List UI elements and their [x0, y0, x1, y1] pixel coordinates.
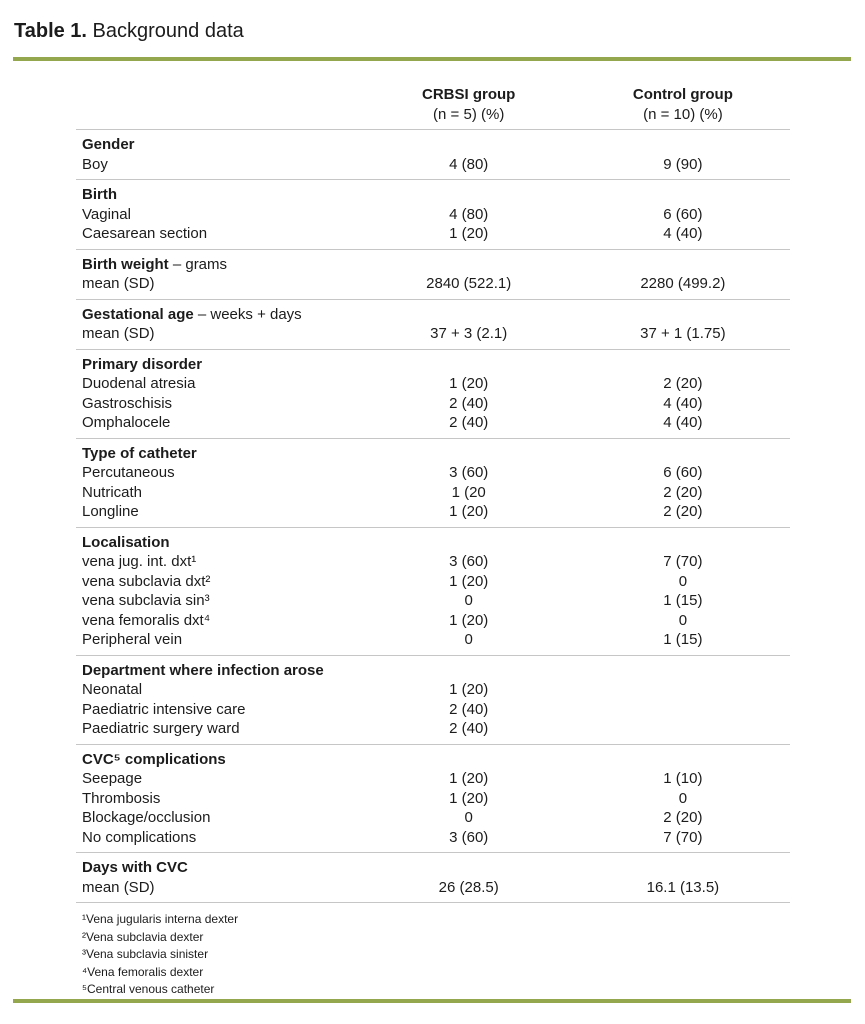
table-row	[76, 552, 790, 572]
row-label: Vaginal	[82, 205, 131, 223]
section-header-label	[76, 527, 362, 552]
crbsi-value-cell: 2 (40)	[449, 700, 489, 718]
crbsi-value-cell: 26 (28.5)	[362, 878, 576, 903]
control-value-cell: 0	[678, 572, 688, 590]
row-label: Longline	[82, 503, 139, 520]
control-value-cell	[576, 680, 790, 700]
table-row	[76, 680, 790, 700]
empty-cell	[576, 438, 790, 463]
crbsi-value-cell: 1 (20)	[449, 375, 489, 392]
crbsi-value-cell: 3 (60)	[449, 553, 489, 570]
crbsi-value-cell: 0	[464, 809, 473, 826]
control-value-cell: 2 (20)	[663, 483, 703, 501]
table-title-text: Background data	[87, 20, 244, 42]
section-header-row	[76, 438, 790, 463]
control-value-cell: 16.1 (13.5)	[576, 878, 790, 903]
empty-cell	[576, 527, 790, 552]
header-crbsi-sub: (n = 5) (%)	[433, 105, 505, 123]
table-wrapper	[76, 85, 790, 903]
table-row	[76, 828, 790, 853]
empty-cell	[576, 853, 790, 878]
section-header-text: Gender	[82, 136, 135, 153]
section-header-row	[76, 853, 790, 878]
crbsi-value-cell: 1 (20)	[449, 789, 489, 807]
control-value-cell: 37 + 1 (1.75)	[640, 325, 726, 342]
section-header-text: Primary disorder	[82, 355, 203, 373]
control-value-cell: 2 (20)	[663, 503, 703, 520]
crbsi-value-cell: 0	[464, 631, 473, 648]
table-header-row	[76, 85, 790, 130]
crbsi-value-cell: 1 (20)	[449, 611, 489, 629]
table-row	[76, 463, 790, 483]
table-row	[76, 591, 790, 611]
row-label: mean (SD)	[82, 325, 155, 342]
control-value-cell: 4 (40)	[663, 414, 703, 431]
row-label: No complications	[82, 828, 197, 846]
control-value-cell: 7 (70)	[663, 553, 703, 570]
table-row	[76, 719, 790, 744]
row-label: Percutaneous	[82, 464, 175, 481]
table-row	[76, 274, 790, 299]
section-header-text: CVC⁵ complications	[82, 750, 226, 768]
row-label: Paediatric surgery ward	[82, 720, 240, 737]
section-header-text: Department where infection arose	[82, 661, 324, 679]
footnote-line: ¹Vena jugularis interna dexter	[82, 912, 239, 926]
empty-cell	[576, 349, 790, 374]
section-header-row	[76, 655, 790, 680]
empty-cell	[362, 527, 576, 552]
row-label: Gastroschisis	[82, 394, 173, 412]
row-label: vena jug. int. dxt¹	[82, 553, 197, 570]
control-value-cell: 0	[678, 611, 688, 629]
table-row	[76, 630, 790, 655]
row-label: vena femoralis dxt⁴	[82, 611, 211, 629]
control-value-cell: 1 (15)	[663, 592, 703, 609]
section-header-text: Birth weight	[82, 255, 169, 273]
table-row	[76, 324, 790, 349]
section-header-text: Gestational age	[82, 305, 194, 323]
row-label: mean (SD)	[76, 878, 362, 903]
control-value-cell	[576, 700, 790, 720]
row-label: mean (SD)	[82, 275, 155, 292]
table-row	[76, 769, 790, 789]
crbsi-value-cell: 3 (60)	[449, 828, 489, 846]
empty-cell	[576, 249, 790, 274]
control-value-cell: 0	[678, 789, 688, 807]
table-row	[76, 700, 790, 720]
section-header-label	[76, 130, 362, 155]
control-value-cell: 2 (20)	[663, 375, 703, 392]
section-header-label	[76, 249, 362, 274]
control-value-cell: 6 (60)	[663, 464, 703, 481]
header-control-sub: (n = 10) (%)	[643, 105, 723, 123]
table-row	[76, 413, 790, 438]
empty-cell	[576, 744, 790, 769]
section-header-text: Days with CVC	[82, 859, 188, 876]
header-empty-cell	[76, 85, 362, 130]
crbsi-value-cell: 2 (40)	[449, 394, 489, 412]
row-label: Seepage	[82, 770, 143, 787]
background-data-table	[76, 85, 790, 903]
empty-cell	[362, 299, 576, 324]
empty-cell	[362, 438, 576, 463]
empty-cell	[576, 130, 790, 155]
table-row	[76, 394, 790, 414]
section-header-label	[76, 744, 362, 769]
section-header-label	[76, 655, 362, 680]
row-label: Caesarean section	[82, 225, 208, 242]
table-row	[76, 374, 790, 394]
control-value-cell: 9 (90)	[663, 155, 703, 173]
table-row	[76, 483, 790, 503]
section-header-row	[76, 349, 790, 374]
table-row	[76, 611, 790, 631]
table-row	[76, 572, 790, 592]
crbsi-value-cell: 2 (40)	[449, 720, 489, 737]
control-value-cell: 1 (15)	[663, 631, 703, 648]
table-title	[0, 0, 865, 44]
row-label: Duodenal atresia	[82, 375, 196, 392]
footnote-line: ³Vena subclavia sinister	[82, 947, 209, 962]
section-header-suffix: – grams	[168, 255, 228, 273]
crbsi-value-cell: 1 (20)	[449, 770, 489, 787]
crbsi-value-cell: 1 (20)	[449, 225, 489, 242]
section-header-row	[76, 744, 790, 769]
row-label: Peripheral vein	[82, 631, 183, 648]
section-header-label	[76, 438, 362, 463]
section-header-text: Localisation	[82, 533, 170, 551]
footnote-line: ⁴Vena femoralis dexter	[82, 964, 204, 979]
footnotes	[82, 911, 865, 999]
crbsi-value-cell: 1 (20)	[449, 572, 489, 590]
empty-cell	[576, 655, 790, 680]
header-crbsi-name: CRBSI group	[422, 86, 516, 103]
row-label: vena subclavia dxt²	[82, 572, 211, 590]
section-header-row	[76, 130, 790, 155]
control-value-cell: 2 (20)	[663, 809, 703, 826]
section-header-label	[76, 853, 362, 878]
section-header-row	[76, 527, 790, 552]
table-row	[76, 502, 790, 527]
table-row	[76, 205, 790, 225]
crbsi-value-cell: 37 + 3 (2.1)	[430, 325, 508, 342]
row-label: Boy	[82, 155, 108, 173]
control-value-cell: 4 (40)	[663, 394, 703, 412]
empty-cell	[362, 249, 576, 274]
section-header-row	[76, 180, 790, 205]
table-title-label: Table 1.	[14, 20, 87, 42]
table-row	[76, 789, 790, 809]
table-body	[76, 130, 790, 903]
row-label: Neonatal	[82, 681, 143, 698]
section-header-row	[76, 299, 790, 324]
control-value-cell: 1 (10)	[663, 770, 703, 787]
empty-cell	[362, 744, 576, 769]
header-control-name: Control group	[632, 86, 733, 103]
section-header-text: Birth	[82, 186, 117, 203]
section-header-text: Type of catheter	[82, 444, 197, 462]
row-label: Omphalocele	[82, 414, 171, 431]
row-label: Paediatric intensive care	[82, 700, 246, 718]
crbsi-value-cell: 0	[464, 592, 473, 609]
empty-cell	[362, 853, 576, 878]
control-value-cell	[576, 719, 790, 744]
footnote-line: ⁵Central venous catheter	[82, 982, 215, 997]
control-value-cell: 7 (70)	[663, 828, 703, 846]
header-control-group	[576, 85, 790, 130]
crbsi-value-cell: 3 (60)	[449, 464, 489, 481]
empty-cell	[362, 349, 576, 374]
section-header-suffix: – weeks + days	[193, 305, 302, 323]
top-accent-rule	[13, 57, 851, 61]
empty-cell	[362, 130, 576, 155]
table-row	[76, 155, 790, 180]
control-value-cell: 4 (40)	[663, 225, 703, 242]
row-label: Nutricath	[82, 483, 143, 501]
table-row	[76, 878, 790, 903]
row-label: Thrombosis	[82, 789, 161, 807]
section-header-label	[76, 180, 362, 205]
table-row	[76, 808, 790, 828]
empty-cell	[362, 655, 576, 680]
row-label: vena subclavia sin³	[82, 592, 210, 609]
crbsi-value-cell: 1 (20	[451, 483, 486, 501]
empty-cell	[576, 299, 790, 324]
crbsi-value-cell: 4 (80)	[449, 205, 489, 223]
row-label: Blockage/occlusion	[82, 809, 211, 826]
section-header-row	[76, 249, 790, 274]
bottom-accent-rule	[13, 999, 851, 1003]
crbsi-value-cell: 1 (20)	[449, 503, 489, 520]
crbsi-value-cell: 1 (20)	[449, 681, 489, 698]
header-crbsi-group	[362, 85, 576, 130]
crbsi-value-cell: 4 (80)	[449, 155, 489, 173]
section-header-label	[76, 299, 362, 324]
table-row	[76, 224, 790, 249]
crbsi-value-cell: 2840 (522.1)	[426, 275, 512, 292]
control-value-cell: 6 (60)	[663, 205, 703, 223]
empty-cell	[576, 180, 790, 205]
section-header-label	[76, 349, 362, 374]
crbsi-value-cell: 2 (40)	[449, 414, 489, 431]
control-value-cell: 2280 (499.2)	[640, 275, 726, 292]
footnote-line: ²Vena subclavia dexter	[82, 929, 204, 944]
empty-cell	[362, 180, 576, 205]
